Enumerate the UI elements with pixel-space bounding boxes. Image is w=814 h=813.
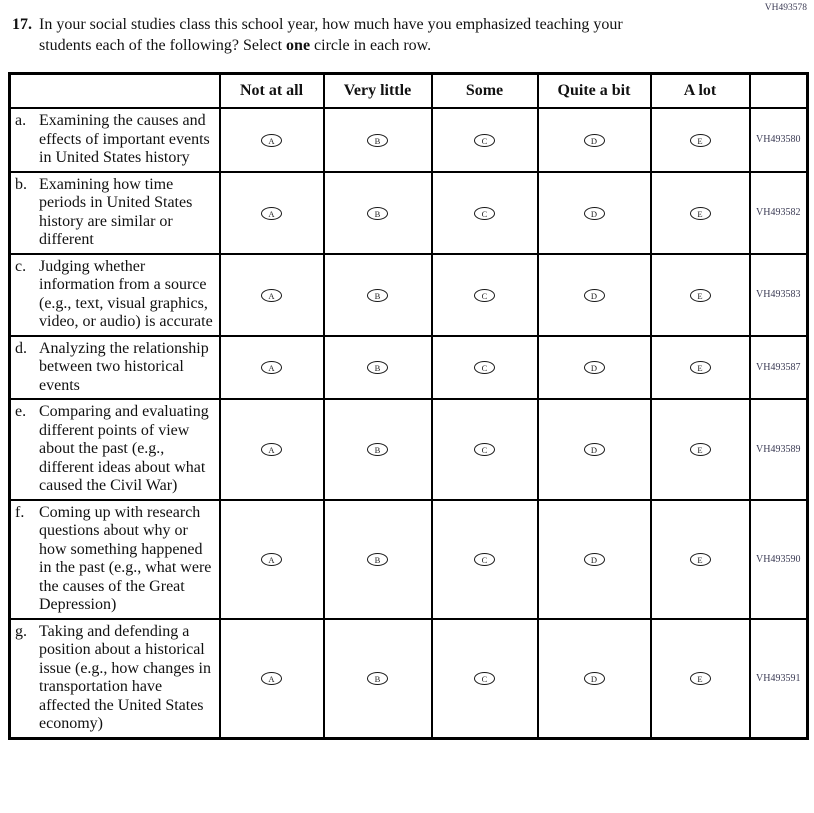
row-c-option-cell [538,254,651,336]
row-text: Examining the causes and effects of important events in United States history [39,112,210,166]
header-empty-left [10,74,220,109]
row-g-option-cell [220,619,324,739]
question-17 [12,14,672,56]
answer-bubble-d[interactable]: D [584,361,605,374]
row-letter: d. [15,339,27,357]
table-row-a [10,108,808,172]
table-row-c [10,254,808,336]
answer-bubble-a[interactable]: A [261,134,282,147]
question-text-part1: In your social studies class this school year, how much have you emphasized teaching your students each of the following? Select [39,16,623,54]
answer-bubble-c[interactable]: C [474,207,495,220]
row-g-option-cell [432,619,538,739]
row-d-option-cell [324,336,432,400]
row-accession-code: VH493580 [750,108,808,172]
answer-bubble-b[interactable]: B [367,443,388,456]
header-not-at-all: Not at all [220,74,324,109]
question-text [39,14,657,56]
row-text: Judging whether information from a source (e.g., text, visual graphics, video, or audio) is accurate [39,257,213,330]
row-g-option-cell [651,619,750,739]
row-g-option-cell [538,619,651,739]
row-b-option-cell [432,172,538,254]
answer-bubble-d[interactable]: D [584,289,605,302]
question-number: 17. [12,16,32,33]
row-b-option-cell [538,172,651,254]
row-e-description [10,399,220,500]
row-accession-code: VH493587 [750,336,808,400]
row-letter: e. [15,403,27,420]
row-a-option-cell [538,108,651,172]
answer-bubble-c[interactable]: C [474,443,495,456]
answer-bubble-d[interactable]: D [584,553,605,566]
answer-bubble-b[interactable]: B [367,361,388,374]
answer-bubble-e[interactable]: E [690,207,711,220]
row-f-option-cell [538,500,651,619]
row-text: Examining how time periods in United States history are similar or different [39,175,193,248]
header-quite-a-bit: Quite a bit [538,74,651,109]
answer-bubble-e[interactable]: E [690,553,711,566]
answer-bubble-c[interactable]: C [474,134,495,147]
answer-bubble-c[interactable]: C [474,672,495,685]
answer-bubble-b[interactable]: B [367,289,388,302]
answer-bubble-d[interactable]: D [584,134,605,147]
row-c-option-cell [220,254,324,336]
page-accession-code: VH493578 [764,3,807,13]
row-d-description [10,336,220,400]
row-d-option-cell [651,336,750,400]
answer-bubble-a[interactable]: A [261,672,282,685]
answer-bubble-a[interactable]: A [261,361,282,374]
row-text: Coming up with research questions about why or how something happened in the past (e.g., what were the causes of the Great Depression) [39,503,212,613]
answer-bubble-a[interactable]: A [261,553,282,566]
answer-bubble-d[interactable]: D [584,443,605,456]
answer-bubble-a[interactable]: A [261,443,282,456]
row-f-option-cell [432,500,538,619]
row-accession-code: VH493583 [750,254,808,336]
answer-bubble-a[interactable]: A [261,289,282,302]
row-text: Comparing and evaluating different points of view about the past (e.g., different ideas about what caused the Civil War) [39,403,209,494]
row-c-description [10,254,220,336]
answer-bubble-e[interactable]: E [690,361,711,374]
row-b-option-cell [324,172,432,254]
row-accession-code: VH493589 [750,399,808,500]
table-row-f [10,500,808,619]
answer-bubble-b[interactable]: B [367,134,388,147]
row-a-option-cell [220,108,324,172]
row-b-option-cell [220,172,324,254]
table-row-g [10,619,808,739]
answer-bubble-d[interactable]: D [584,207,605,220]
row-d-option-cell [220,336,324,400]
row-g-option-cell [324,619,432,739]
row-f-option-cell [324,500,432,619]
row-f-description [10,500,220,619]
answer-bubble-e[interactable]: E [690,443,711,456]
answer-bubble-c[interactable]: C [474,361,495,374]
row-a-description [10,108,220,172]
row-e-option-cell [538,399,651,500]
row-a-option-cell [324,108,432,172]
row-c-option-cell [324,254,432,336]
row-accession-code: VH493591 [750,619,808,739]
row-g-description [10,619,220,739]
table-row-e [10,399,808,500]
row-d-option-cell [538,336,651,400]
response-matrix-table [8,72,809,740]
row-text: Analyzing the relationship between two historical events [39,339,209,394]
answer-bubble-d[interactable]: D [584,672,605,685]
row-letter: g. [15,622,27,640]
header-row [10,74,808,109]
answer-bubble-e[interactable]: E [690,289,711,302]
row-e-option-cell [651,399,750,500]
answer-bubble-e[interactable]: E [690,672,711,685]
row-text: Taking and defending a position about a historical issue (e.g., how changes in transportation have affected the United States economy) [39,622,211,732]
answer-bubble-b[interactable]: B [367,553,388,566]
row-f-option-cell [651,500,750,619]
row-c-option-cell [432,254,538,336]
question-bold-word: one [286,37,311,54]
row-letter: a. [15,112,27,129]
answer-bubble-c[interactable]: C [474,553,495,566]
row-letter: c. [15,257,27,275]
table-row-b [10,172,808,254]
row-letter: b. [15,175,27,193]
answer-bubble-e[interactable]: E [690,134,711,147]
row-e-option-cell [220,399,324,500]
row-c-option-cell [651,254,750,336]
header-some: Some [432,74,538,109]
row-accession-code: VH493582 [750,172,808,254]
table-row-d [10,336,808,400]
row-a-option-cell [651,108,750,172]
row-a-option-cell [432,108,538,172]
row-b-description [10,172,220,254]
row-accession-code: VH493590 [750,500,808,619]
header-a-lot: A lot [651,74,750,109]
row-d-option-cell [432,336,538,400]
row-e-option-cell [324,399,432,500]
row-letter: f. [15,503,25,521]
answer-bubble-b[interactable]: B [367,672,388,685]
answer-bubble-b[interactable]: B [367,207,388,220]
header-very-little: Very little [324,74,432,109]
answer-bubble-a[interactable]: A [261,207,282,220]
header-empty-right [750,74,808,109]
row-f-option-cell [220,500,324,619]
row-e-option-cell [432,399,538,500]
question-text-part2: circle in each row. [310,37,432,54]
row-b-option-cell [651,172,750,254]
answer-bubble-c[interactable]: C [474,289,495,302]
